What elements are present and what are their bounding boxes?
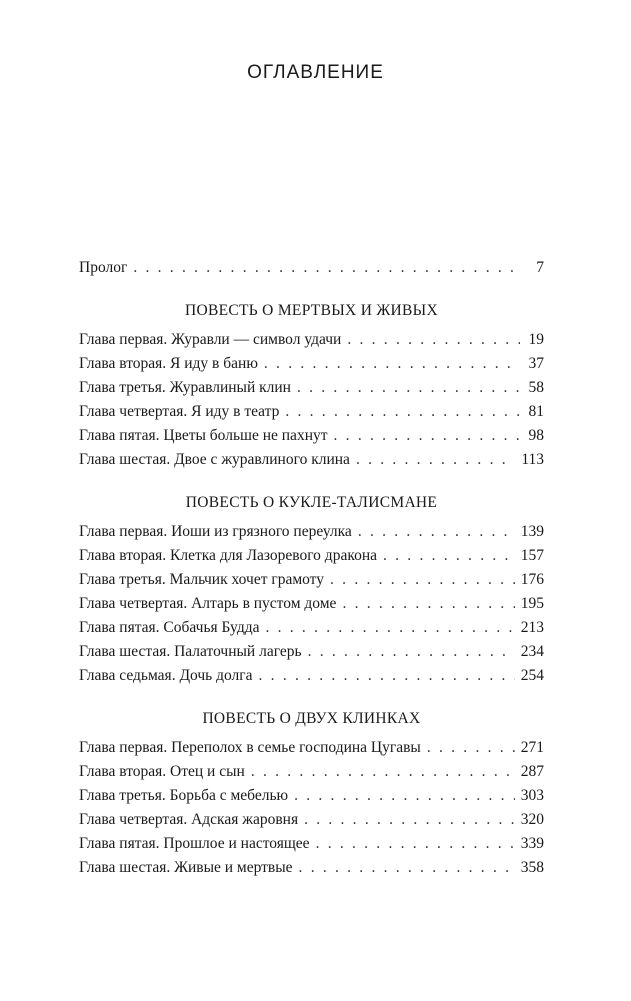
toc-entry[interactable] bbox=[79, 520, 544, 544]
toc-entry-label: Глава четвертая. Адская жаровня bbox=[79, 811, 299, 828]
toc-entry-label: Глава третья. Борьба с мебелью bbox=[79, 787, 289, 804]
toc-entry[interactable] bbox=[79, 832, 544, 856]
toc-entry-label: Глава первая. Журавли — символ удачи bbox=[79, 331, 342, 348]
toc-entry-label: Глава четвертая. Я иду в театр bbox=[79, 403, 280, 420]
dot-leader bbox=[316, 832, 515, 856]
toc-entry-label: Глава шестая. Палаточный лагерь bbox=[79, 643, 302, 660]
toc-entry-page: 58 bbox=[528, 379, 544, 396]
toc-entry-page: 303 bbox=[520, 787, 544, 804]
toc-entry[interactable] bbox=[79, 784, 544, 808]
dot-leader bbox=[259, 664, 515, 688]
toc-entry[interactable] bbox=[79, 400, 544, 424]
dot-leader bbox=[308, 640, 515, 664]
toc-entry-label: Глава третья. Журавлиный клин bbox=[79, 379, 291, 396]
toc-entry[interactable] bbox=[79, 376, 544, 400]
dot-leader bbox=[356, 448, 515, 472]
toc-entry[interactable] bbox=[79, 568, 544, 592]
dot-leader bbox=[358, 520, 515, 544]
toc-entry-prologue[interactable] bbox=[79, 256, 544, 280]
dot-leader bbox=[251, 760, 515, 784]
toc-entry[interactable] bbox=[79, 544, 544, 568]
toc-entry-page: 7 bbox=[536, 259, 544, 276]
toc-entry-page: 139 bbox=[520, 523, 544, 540]
page-title: ОГЛАВЛЕНИЕ bbox=[247, 62, 384, 83]
toc-entry-label: Глава третья. Мальчик хочет грамоту bbox=[79, 571, 325, 588]
toc-entry-label: Глава вторая. Я иду в баню bbox=[79, 355, 258, 372]
toc-entry[interactable] bbox=[79, 760, 544, 784]
dot-leader bbox=[265, 616, 514, 640]
dot-leader bbox=[285, 400, 520, 424]
toc-entry[interactable] bbox=[79, 424, 544, 448]
toc-entry-page: 339 bbox=[520, 835, 544, 852]
toc-entry-label: Глава седьмая. Дочь долга bbox=[79, 667, 253, 684]
toc-entry[interactable] bbox=[79, 448, 544, 472]
dot-leader bbox=[304, 808, 515, 832]
dot-leader bbox=[427, 736, 515, 760]
toc-entry-page: 287 bbox=[520, 763, 544, 780]
toc-entry[interactable] bbox=[79, 856, 544, 880]
toc-entry-page: 213 bbox=[520, 619, 544, 636]
table-of-contents bbox=[79, 252, 544, 880]
dot-leader bbox=[342, 592, 514, 616]
toc-entry-page: 358 bbox=[520, 859, 544, 876]
dot-leader bbox=[334, 424, 520, 448]
toc-entry[interactable] bbox=[79, 736, 544, 760]
toc-entry-page: 234 bbox=[520, 643, 544, 660]
dot-leader bbox=[383, 544, 515, 568]
dot-leader bbox=[133, 256, 520, 280]
toc-entry[interactable] bbox=[79, 592, 544, 616]
toc-entry-page: 195 bbox=[520, 595, 544, 612]
toc-entry-page: 113 bbox=[521, 451, 544, 468]
toc-entry[interactable] bbox=[79, 640, 544, 664]
toc-entry-page: 19 bbox=[528, 331, 544, 348]
dot-leader bbox=[264, 352, 520, 376]
toc-entry-label: Глава шестая. Двое с журавлиного клина bbox=[79, 451, 350, 468]
dot-leader bbox=[299, 856, 515, 880]
section-title: ПОВЕСТЬ О КУКЛЕ-ТАЛИСМАНЕ bbox=[185, 494, 438, 511]
toc-entry-page: 271 bbox=[520, 739, 544, 756]
dot-leader bbox=[294, 784, 515, 808]
toc-entry-label: Глава пятая. Цветы больше не пахнут bbox=[79, 427, 328, 444]
toc-entry[interactable] bbox=[79, 664, 544, 688]
toc-entry-page: 81 bbox=[528, 403, 544, 420]
toc-entry-label: Глава первая. Переполох в семье господина Цугавы bbox=[79, 739, 421, 756]
toc-entry-label: Глава четвертая. Алтарь в пустом доме bbox=[79, 595, 337, 612]
dot-leader bbox=[297, 376, 520, 400]
toc-entry[interactable] bbox=[79, 616, 544, 640]
section-title: ПОВЕСТЬ О МЕРТВЫХ И ЖИВЫХ bbox=[185, 302, 438, 319]
toc-entry-page: 176 bbox=[520, 571, 544, 588]
section-title: ПОВЕСТЬ О ДВУХ КЛИНКАХ bbox=[202, 710, 421, 727]
toc-entry-page: 37 bbox=[528, 355, 544, 372]
toc-entry-label: Глава вторая. Клетка для Лазоревого дракона bbox=[79, 547, 377, 564]
dot-leader bbox=[330, 568, 515, 592]
toc-entry-page: 254 bbox=[520, 667, 544, 684]
toc-entry-label: Глава первая. Иоши из грязного переулка bbox=[79, 523, 352, 540]
dot-leader bbox=[347, 328, 520, 352]
toc-entry-page: 320 bbox=[520, 811, 544, 828]
toc-entry-label: Пролог bbox=[79, 259, 128, 276]
toc-entry[interactable] bbox=[79, 352, 544, 376]
toc-entry-page: 157 bbox=[520, 547, 544, 564]
toc-entry-label: Глава пятая. Собачья Будда bbox=[79, 619, 260, 636]
toc-entry-label: Глава пятая. Прошлое и настоящее bbox=[79, 835, 310, 852]
toc-entry-label: Глава вторая. Отец и сын bbox=[79, 763, 245, 780]
toc-entry-label: Глава шестая. Живые и мертвые bbox=[79, 859, 293, 876]
toc-entry-page: 98 bbox=[528, 427, 544, 444]
toc-entry[interactable] bbox=[79, 808, 544, 832]
toc-entry[interactable] bbox=[79, 328, 544, 352]
